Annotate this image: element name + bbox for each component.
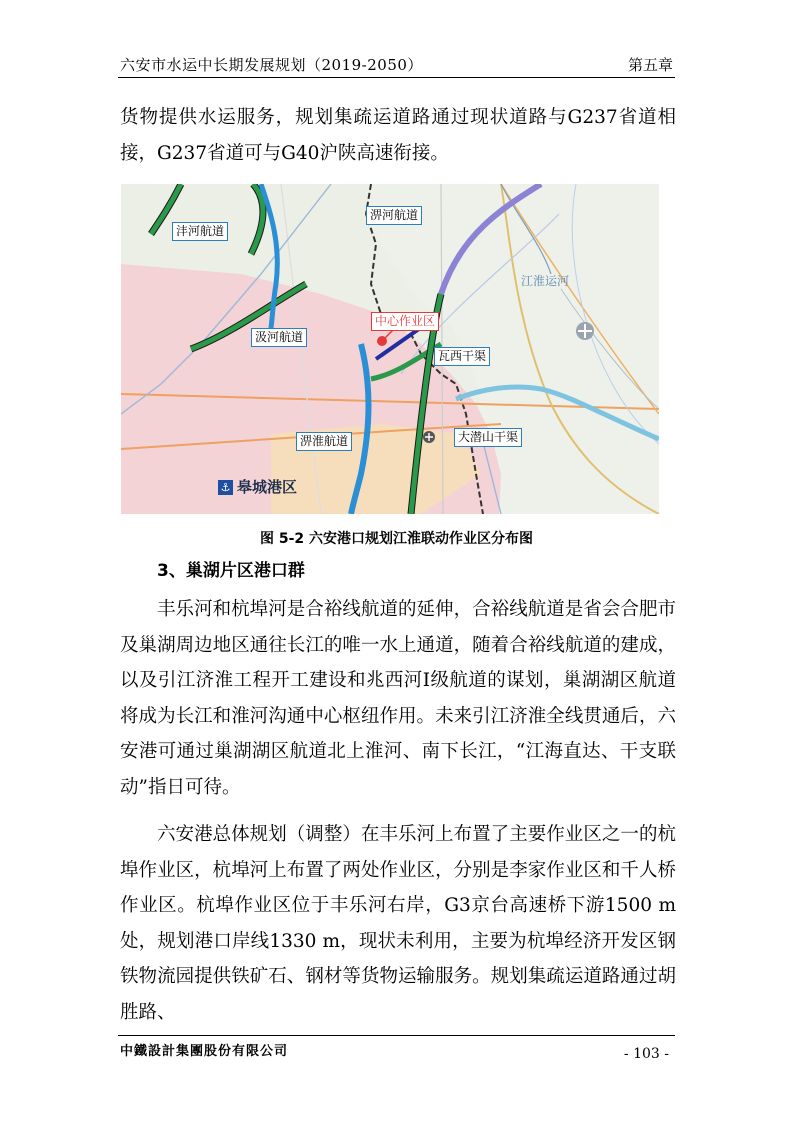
map-label-jihe: 汲河航道 [251,328,307,347]
header-chapter: 第五章 [627,56,673,74]
header-title: 六安市水运中长期发展规划（2019-2050） [120,56,423,74]
body-paragraph-2: 六安港总体规划（调整）在丰乐河上布置了主要作业区之一的杭埠作业区，杭埠河上布置了两处作业区，分别是李家作业区和千人桥作业区。杭埠作业区位于丰乐河右岸，G3京台高速桥下游1500 m处，规划港口岸线1330 m，现状未利用，主要为杭埠经济开发区钢铁物流园提供铁矿石、钢材等货物运输服务。规划集疏运道路通过胡胜路、 [120,824,676,1023]
map-label-daqianshan: 大潜山干渠 [454,428,522,447]
figure-caption: 图 5-2 六安港口规划江淮联动作业区分布图 [259,531,534,547]
footer-divider [118,1035,675,1036]
map-label-pihuai: 淠淮航道 [296,432,352,451]
map-figure [121,184,659,514]
map-port-label [218,476,297,497]
map-label-jianghuai: 江淮运河 [521,274,570,288]
footer-company: 中鐵設計集團股份有限公司 [120,1044,289,1059]
page-number: - 103 - [623,1046,669,1062]
map-label-center-zone: 中心作业区 [371,312,439,331]
anchor-icon: ⚓ [218,480,233,495]
section-title: 3、巢湖片区港口群 [157,561,305,581]
map-label-pihe: 淠河航道 [366,206,422,225]
map-label-fenghe: 沣河航道 [172,222,228,241]
body-paragraph-1: 丰乐河和杭埠河是合裕线航道的延伸，合裕线航道是省会合肥市及巢湖周边地区通往长江的唯一水上通道，随着合裕线航道的建成，以及引江济淮工程开工建设和兆西河Ⅰ级航道的谋划，巢湖湖区航道将成为长江和淮河沟通中心枢纽作用。未来引江济淮全线贯通后，六安港可通过巢湖湖区航道北上淮河、南下长江，“江海直达、干支联动”指日可待。 [120,599,676,798]
header-divider [118,77,675,78]
map-port-name: 皋城港区 [237,478,298,496]
intro-paragraph: 货物提供水运服务，规划集疏运道路通过现状道路与G237省道相接，G237省道可与G40沪陕高速衔接。 [120,107,676,164]
map-label-waxi: 瓦西干渠 [434,347,490,366]
